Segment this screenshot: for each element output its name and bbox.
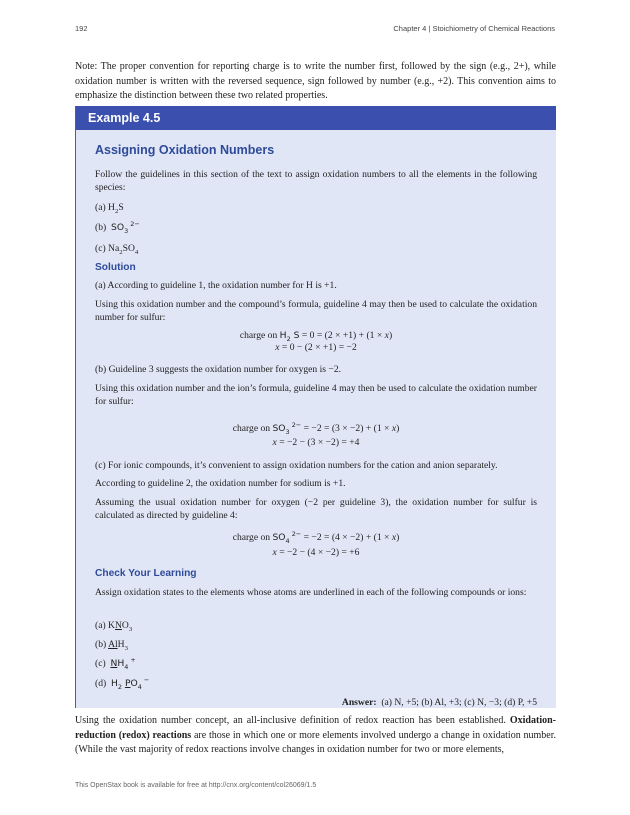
exercise-d: (d) $H_2$ $PO_4$ − [95, 675, 150, 691]
solution-c: (c) For ionic compounds, it’s convenient to assign oxidation numbers for the cation and anion separately. [95, 460, 498, 471]
solution-heading: Solution [95, 262, 136, 273]
example-label: Example 4.5 [76, 106, 556, 130]
equation-h2s-2: x = 0 − (2 × +1) = −2 [275, 342, 357, 353]
check-heading: Check Your Learning [95, 568, 197, 579]
redox-definition: Using the oxidation number concept, an all-inclusive definition of redox reaction has been established. Oxidation-reduction (redox) reactions are those in which one or more elements involved undergo a change in oxidation number. (While the vast majority of redox reactions involve changes in oxidation number for two or more elements, [75, 715, 557, 755]
running-header [75, 24, 555, 36]
species-b: (b) $SO_3$ $^{2-}$ [95, 219, 140, 235]
check-text: Assign oxidation states to the elements whose atoms are underlined in each of the following compounds or ions: [95, 587, 527, 598]
example-box [75, 106, 556, 708]
exercise-b: (b) AlH$_3$ [95, 639, 128, 652]
equation-so3-2: x = −2 − (3 × −2) = +4 [272, 437, 360, 448]
equation-so4-2: x = −2 − (4 × −2) = +6 [272, 547, 360, 558]
exercise-a: (a) $KNO_3$ [95, 620, 133, 633]
equation-so4-1: charge on $SO_4$ $^{2-}$ = −2 = (4 × −2) + (1 × x) [232, 529, 400, 545]
species-c: (c) $Na_2SO_4$ [95, 243, 139, 256]
answer: Answer: (a) N, +5; (b) Al, +3; (c) N, −3; (d) P, +5 [341, 697, 537, 708]
exercise-c: (c) $NH_4$ + [95, 655, 136, 671]
page-number: 192 [75, 24, 88, 33]
solution-c-detail: Assuming the usual oxidation number for oxygen (−2 per guideline 3), the oxidation number for sulfur is calculated as directed by guideline 4: [95, 497, 537, 522]
species-a: (a) $H_2S$ [95, 202, 124, 215]
example-title: Assigning Oxidation Numbers [95, 143, 275, 157]
solution-c-sodium: According to guideline 2, the oxidation number for sodium is +1. [95, 478, 346, 489]
solution-a: (a) According to guideline 1, the oxidation number for H is +1. [95, 280, 337, 291]
solution-b: (b) Guideline 3 suggests the oxidation number for oxygen is −2. [95, 364, 342, 375]
equation-h2s-1: charge on $H_2$ S = 0 = (2 × +1) + (1 × x) [239, 330, 393, 343]
footer-note: This OpenStax book is available for free at http://cnx.org/content/col26069/1.5 [75, 782, 317, 789]
example-intro: Follow the guidelines in this section of the text to assign oxidation numbers to all the elements in the following species: [95, 169, 537, 194]
chapter-title: Chapter 4 | Stoichiometry of Chemical Reactions [393, 24, 555, 33]
convention-note: Note: The proper convention for reporting charge is to write the number first, followed by the sign (e.g., 2+), while oxidation number is written with the reversed sequence, sign followed by number (e.g., +2). This convention aims to emphasize the distinction between these two related properties. [75, 61, 556, 101]
equation-so3-1: charge on $SO_3$ $^{2-}$ = −2 = (3 × −2) + (1 × x) [232, 420, 400, 436]
solution-a-detail: Using this oxidation number and the compound’s formula, guideline 4 may then be used to calculate the oxidation number for sulfur: [95, 299, 537, 324]
solution-b-detail: Using this oxidation number and the ion’s formula, guideline 4 may then be used to calculate the oxidation number for sulfur: [95, 383, 537, 408]
